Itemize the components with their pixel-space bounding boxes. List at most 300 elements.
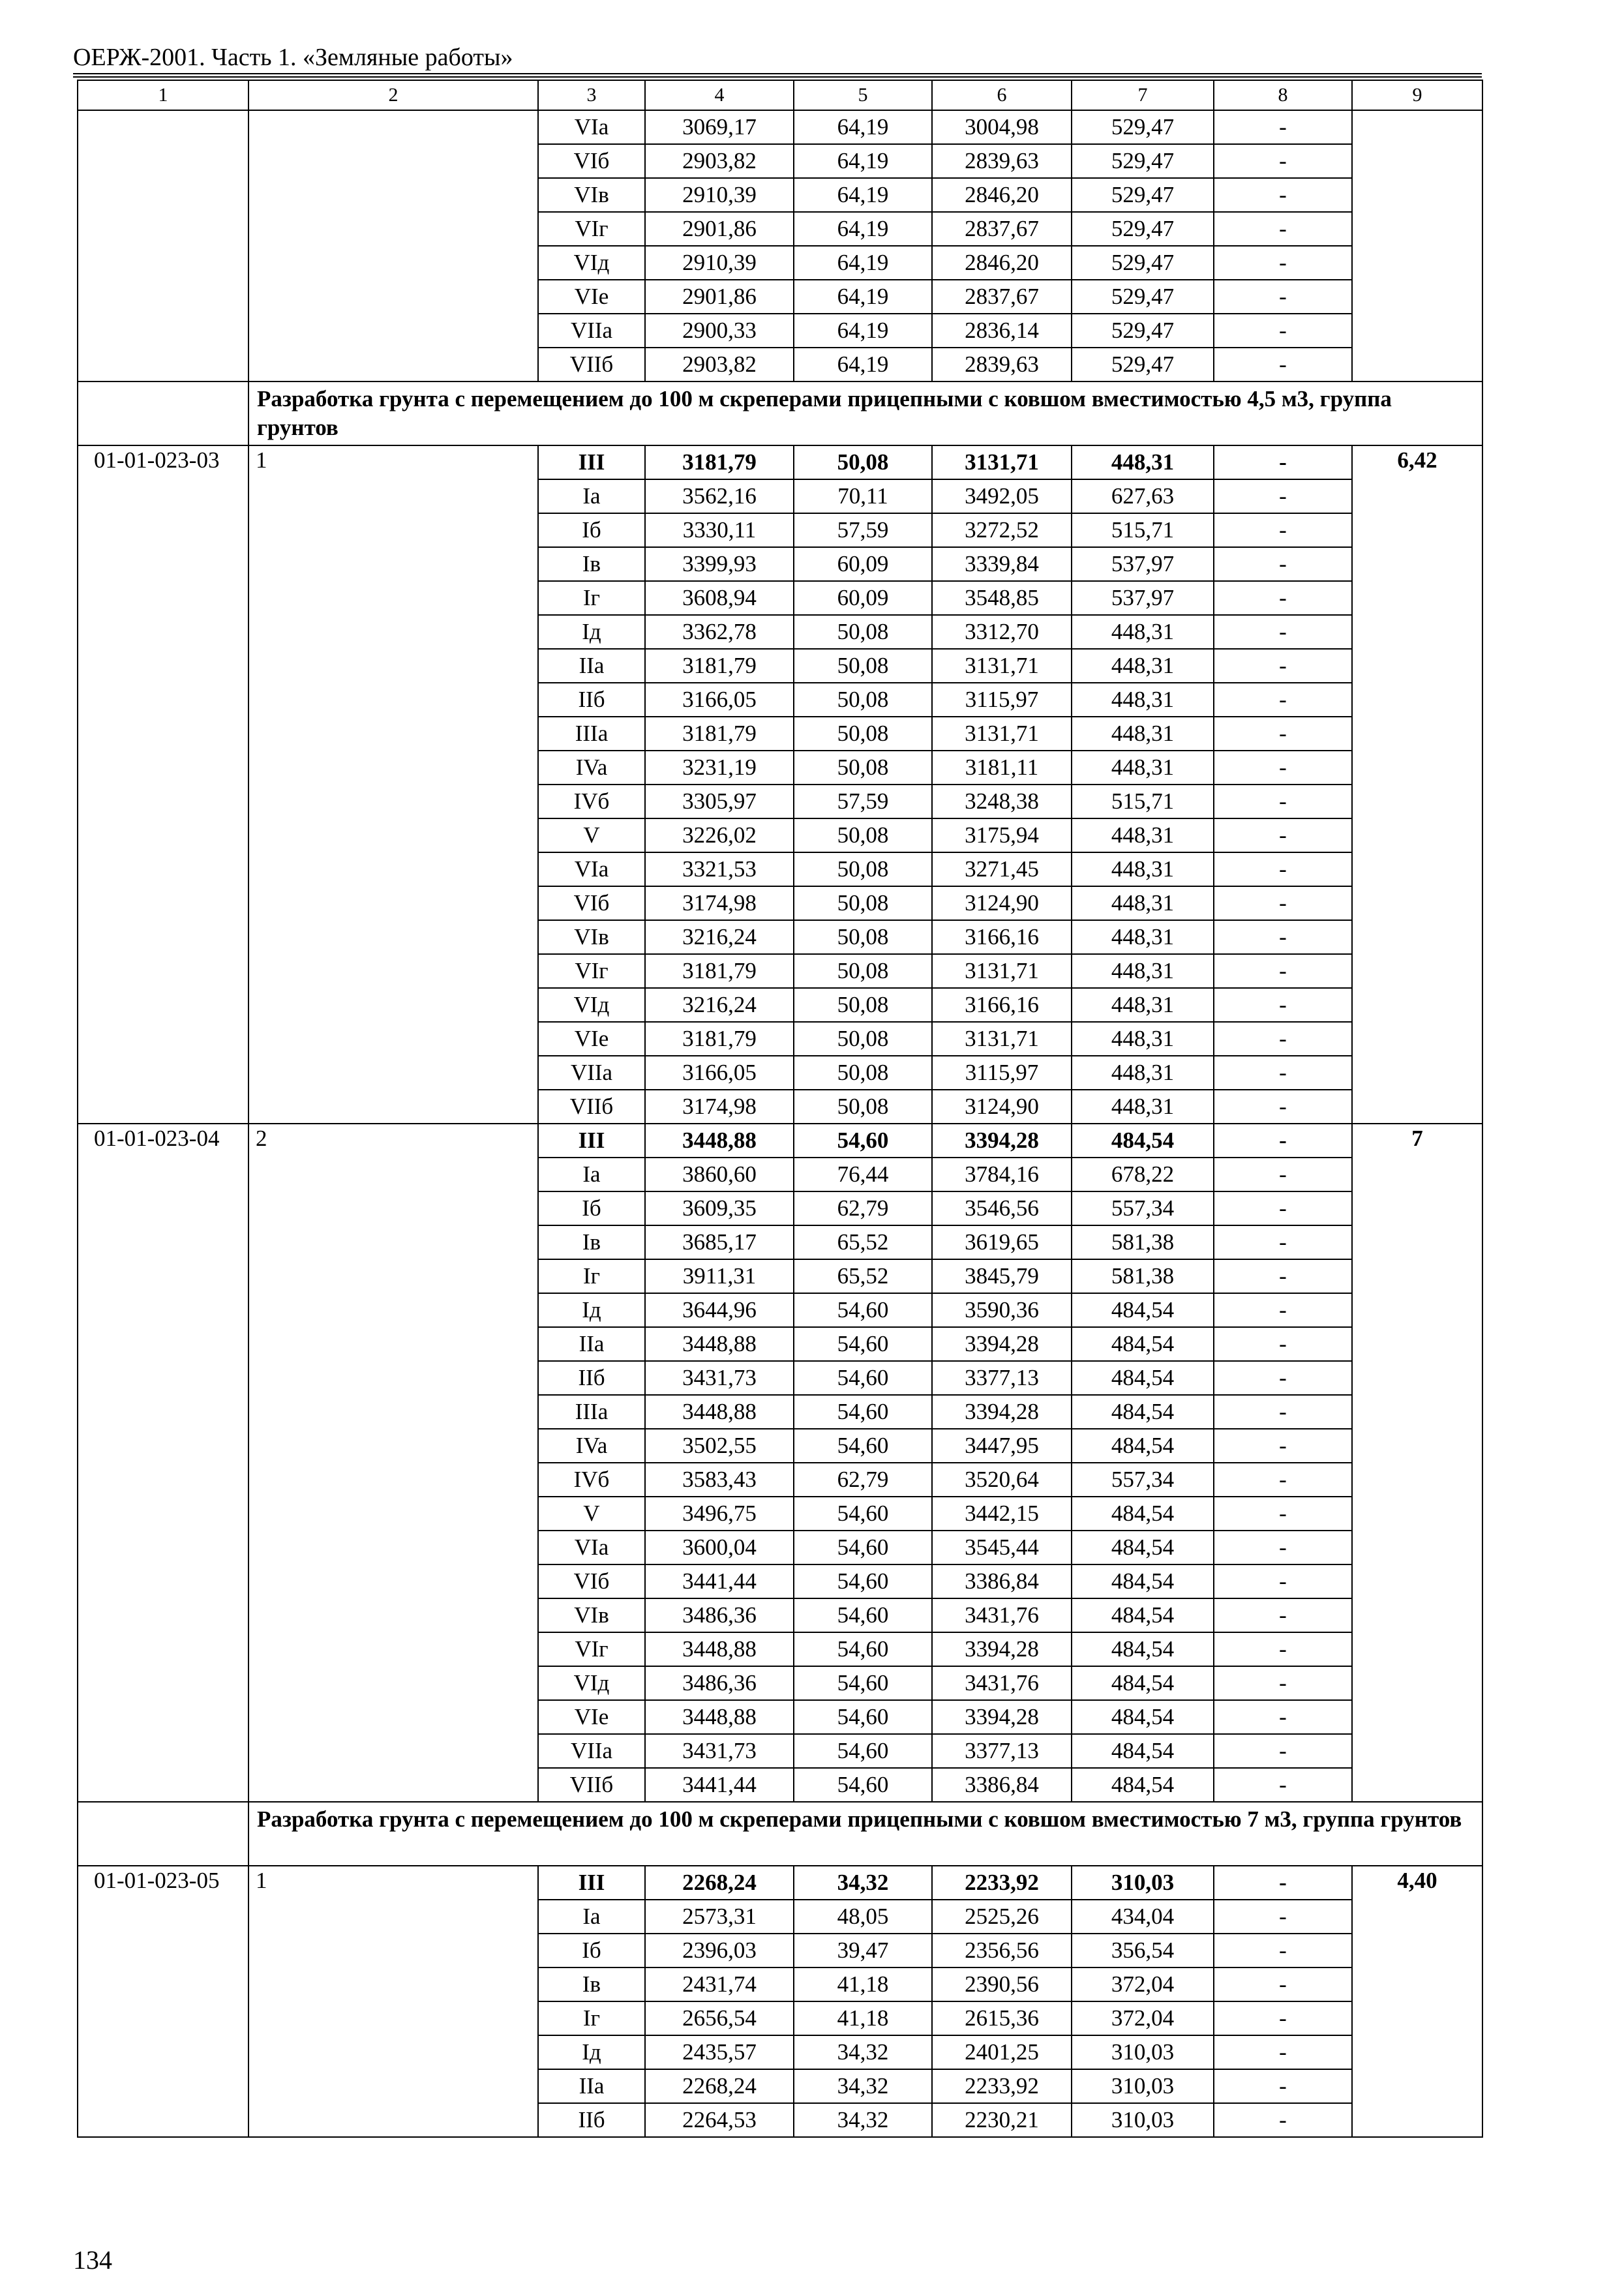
wages-cell: 54,60 xyxy=(794,1327,932,1361)
total-cost-cell: 3448,88 xyxy=(645,1632,794,1666)
machines-cell: 3394,28 xyxy=(932,1327,1072,1361)
machinist-wages-cell: 515,71 xyxy=(1072,513,1214,547)
page-number: 134 xyxy=(73,2245,112,2275)
machinist-wages-cell: 448,31 xyxy=(1072,445,1214,479)
materials-cell: - xyxy=(1214,1768,1352,1802)
total-cost-cell: 2268,24 xyxy=(645,2069,794,2103)
zone-cell: Iв xyxy=(538,1225,645,1259)
zone-cell: VIд xyxy=(538,988,645,1022)
zone-cell: III xyxy=(538,1124,645,1158)
total-cost-cell: 3330,11 xyxy=(645,513,794,547)
machinist-wages-cell: 484,54 xyxy=(1072,1497,1214,1531)
wages-cell: 57,59 xyxy=(794,785,932,818)
machines-cell: 3394,28 xyxy=(932,1632,1072,1666)
total-cost-cell: 3174,98 xyxy=(645,886,794,920)
machines-cell: 3394,28 xyxy=(932,1124,1072,1158)
machines-cell: 2233,92 xyxy=(932,2069,1072,2103)
wages-cell: 50,08 xyxy=(794,717,932,751)
materials-cell: - xyxy=(1214,1090,1352,1124)
wages-cell: 54,60 xyxy=(794,1666,932,1700)
wages-cell: 54,60 xyxy=(794,1768,932,1802)
machines-cell: 2356,56 xyxy=(932,1934,1072,1967)
column-header: 4 xyxy=(645,80,794,110)
machinist-wages-cell: 448,31 xyxy=(1072,683,1214,717)
machines-cell: 2846,20 xyxy=(932,246,1072,280)
zone-cell: Iв xyxy=(538,1967,645,2001)
materials-cell: - xyxy=(1214,212,1352,246)
machines-cell: 2525,26 xyxy=(932,1900,1072,1934)
machinist-wages-cell: 310,03 xyxy=(1072,2069,1214,2103)
zone-cell: VIв xyxy=(538,920,645,954)
machines-cell: 2233,92 xyxy=(932,1866,1072,1900)
wages-cell: 54,60 xyxy=(794,1293,932,1327)
zone-cell: Iб xyxy=(538,1191,645,1225)
zone-cell: Iг xyxy=(538,581,645,615)
table-row xyxy=(78,1866,1482,1900)
zone-cell: IIa xyxy=(538,2069,645,2103)
total-cost-cell: 3362,78 xyxy=(645,615,794,649)
table-row xyxy=(78,445,1482,479)
materials-cell: - xyxy=(1214,1900,1352,1934)
machinist-wages-cell: 529,47 xyxy=(1072,212,1214,246)
wages-cell: 41,18 xyxy=(794,1967,932,2001)
section-heading: Разработка грунта с перемещением до 100 м скреперами прицепными с ковшом вместимостью 7 м3, группа грунтов xyxy=(248,1802,1482,1866)
machines-cell: 2839,63 xyxy=(932,144,1072,178)
machinist-wages-cell: 484,54 xyxy=(1072,1327,1214,1361)
machinist-wages-cell: 448,31 xyxy=(1072,751,1214,785)
zone-cell: VIв xyxy=(538,178,645,212)
total-cost-cell: 2903,82 xyxy=(645,144,794,178)
machines-cell: 2846,20 xyxy=(932,178,1072,212)
machines-cell: 3271,45 xyxy=(932,852,1072,886)
machinist-wages-cell: 484,54 xyxy=(1072,1124,1214,1158)
total-cost-cell: 3448,88 xyxy=(645,1395,794,1429)
materials-cell: - xyxy=(1214,886,1352,920)
machines-cell: 3377,13 xyxy=(932,1734,1072,1768)
wages-cell: 64,19 xyxy=(794,144,932,178)
column-header: 8 xyxy=(1214,80,1352,110)
materials-cell: - xyxy=(1214,445,1352,479)
machines-cell: 3181,11 xyxy=(932,751,1072,785)
total-cost-cell: 3181,79 xyxy=(645,1022,794,1056)
machinist-wages-cell: 372,04 xyxy=(1072,1967,1214,2001)
machines-cell: 3784,16 xyxy=(932,1158,1072,1191)
materials-cell: - xyxy=(1214,1225,1352,1259)
machinist-wages-cell: 448,31 xyxy=(1072,988,1214,1022)
wages-cell: 50,08 xyxy=(794,920,932,954)
materials-cell: - xyxy=(1214,852,1352,886)
machinist-wages-cell: 581,38 xyxy=(1072,1225,1214,1259)
zone-cell: IIIa xyxy=(538,1395,645,1429)
machines-cell: 2390,56 xyxy=(932,1967,1072,2001)
wages-cell: 54,60 xyxy=(794,1361,932,1395)
zone-cell: III xyxy=(538,1866,645,1900)
machinist-wages-cell: 310,03 xyxy=(1072,2035,1214,2069)
total-cost-cell: 2268,24 xyxy=(645,1866,794,1900)
machinist-wages-cell: 448,31 xyxy=(1072,1056,1214,1090)
materials-cell: - xyxy=(1214,717,1352,751)
column-header: 3 xyxy=(538,80,645,110)
page-title: ОЕРЖ-2001. Часть 1. «Земляные работы» xyxy=(73,44,513,71)
zone-cell: VIIa xyxy=(538,1056,645,1090)
total-cost-cell: 2901,86 xyxy=(645,280,794,314)
wages-cell: 50,08 xyxy=(794,818,932,852)
total-cost-cell: 3305,97 xyxy=(645,785,794,818)
machinist-wages-cell: 529,47 xyxy=(1072,348,1214,382)
materials-cell: - xyxy=(1214,547,1352,581)
machines-cell: 2837,67 xyxy=(932,212,1072,246)
machinist-wages-cell: 448,31 xyxy=(1072,717,1214,751)
machines-cell: 3377,13 xyxy=(932,1361,1072,1395)
machinist-wages-cell: 529,47 xyxy=(1072,110,1214,144)
materials-cell: - xyxy=(1214,1700,1352,1734)
wages-cell: 54,60 xyxy=(794,1531,932,1564)
machines-cell: 3312,70 xyxy=(932,615,1072,649)
materials-cell: - xyxy=(1214,479,1352,513)
zone-cell: Iд xyxy=(538,1293,645,1327)
total-cost-cell: 3502,55 xyxy=(645,1429,794,1463)
materials-cell: - xyxy=(1214,1598,1352,1632)
rate-code-cell: 01-01-023-03 xyxy=(78,445,248,1124)
machinist-wages-cell: 448,31 xyxy=(1072,954,1214,988)
zone-cell: IVa xyxy=(538,751,645,785)
total-cost-cell: 2396,03 xyxy=(645,1934,794,1967)
total-cost-cell: 3166,05 xyxy=(645,1056,794,1090)
machines-cell: 3619,65 xyxy=(932,1225,1072,1259)
wages-cell: 50,08 xyxy=(794,751,932,785)
wages-cell: 41,18 xyxy=(794,2001,932,2035)
zone-cell: VIIб xyxy=(538,1768,645,1802)
machines-cell: 2836,14 xyxy=(932,314,1072,348)
machinist-wages-cell: 529,47 xyxy=(1072,314,1214,348)
machinist-wages-cell: 448,31 xyxy=(1072,852,1214,886)
machines-cell: 3124,90 xyxy=(932,886,1072,920)
total-cost-cell: 2910,39 xyxy=(645,178,794,212)
total-cost-cell: 2910,39 xyxy=(645,246,794,280)
machinist-wages-cell: 434,04 xyxy=(1072,1900,1214,1934)
column-header: 6 xyxy=(932,80,1072,110)
soil-group-cell: 1 xyxy=(248,445,538,1124)
machinist-wages-cell: 356,54 xyxy=(1072,1934,1214,1967)
machinist-wages-cell: 484,54 xyxy=(1072,1598,1214,1632)
machines-cell: 3131,71 xyxy=(932,1022,1072,1056)
machinist-wages-cell: 537,97 xyxy=(1072,547,1214,581)
wages-cell: 54,60 xyxy=(794,1598,932,1632)
machinist-wages-cell: 529,47 xyxy=(1072,280,1214,314)
total-cost-cell: 3685,17 xyxy=(645,1225,794,1259)
wages-cell: 64,19 xyxy=(794,178,932,212)
materials-cell: - xyxy=(1214,1564,1352,1598)
total-cost-cell: 3174,98 xyxy=(645,1090,794,1124)
wages-cell: 34,32 xyxy=(794,1866,932,1900)
materials-cell: - xyxy=(1214,513,1352,547)
total-cost-cell: 3226,02 xyxy=(645,818,794,852)
machines-cell: 3166,16 xyxy=(932,920,1072,954)
machinist-wages-cell: 484,54 xyxy=(1072,1564,1214,1598)
wages-cell: 64,19 xyxy=(794,280,932,314)
total-cost-cell: 3609,35 xyxy=(645,1191,794,1225)
machines-cell: 2615,36 xyxy=(932,2001,1072,2035)
zone-cell: Iг xyxy=(538,2001,645,2035)
soil-group-cell: 2 xyxy=(248,1124,538,1802)
wages-cell: 64,19 xyxy=(794,110,932,144)
rates-table xyxy=(77,80,1483,2138)
total-cost-cell: 2573,31 xyxy=(645,1900,794,1934)
materials-cell: - xyxy=(1214,649,1352,683)
machinist-wages-cell: 484,54 xyxy=(1072,1632,1214,1666)
materials-cell: - xyxy=(1214,110,1352,144)
labor-cost-cell: 4,40 xyxy=(1352,1866,1482,2137)
zone-cell: Iв xyxy=(538,547,645,581)
zone-cell: V xyxy=(538,1497,645,1531)
table-row xyxy=(78,1124,1482,1158)
zone-cell: Iб xyxy=(538,513,645,547)
total-cost-cell: 3321,53 xyxy=(645,852,794,886)
materials-cell: - xyxy=(1214,1463,1352,1497)
machinist-wages-cell: 484,54 xyxy=(1072,1734,1214,1768)
zone-cell: IIб xyxy=(538,1361,645,1395)
machines-cell: 3166,16 xyxy=(932,988,1072,1022)
materials-cell: - xyxy=(1214,314,1352,348)
machines-cell: 3115,97 xyxy=(932,683,1072,717)
column-header: 1 xyxy=(78,80,248,110)
total-cost-cell: 3911,31 xyxy=(645,1259,794,1293)
total-cost-cell: 3181,79 xyxy=(645,445,794,479)
materials-cell: - xyxy=(1214,1158,1352,1191)
wages-cell: 50,08 xyxy=(794,886,932,920)
total-cost-cell: 3486,36 xyxy=(645,1598,794,1632)
materials-cell: - xyxy=(1214,1531,1352,1564)
wages-cell: 64,19 xyxy=(794,314,932,348)
machinist-wages-cell: 484,54 xyxy=(1072,1768,1214,1802)
machinist-wages-cell: 484,54 xyxy=(1072,1429,1214,1463)
total-cost-cell: 3644,96 xyxy=(645,1293,794,1327)
total-cost-cell: 2900,33 xyxy=(645,314,794,348)
machinist-wages-cell: 310,03 xyxy=(1072,1866,1214,1900)
wages-cell: 54,60 xyxy=(794,1497,932,1531)
machinist-wages-cell: 557,34 xyxy=(1072,1191,1214,1225)
machinist-wages-cell: 448,31 xyxy=(1072,920,1214,954)
total-cost-cell: 3181,79 xyxy=(645,954,794,988)
machinist-wages-cell: 627,63 xyxy=(1072,479,1214,513)
wages-cell: 50,08 xyxy=(794,1022,932,1056)
wages-cell: 50,08 xyxy=(794,988,932,1022)
total-cost-cell: 3399,93 xyxy=(645,547,794,581)
zone-cell: VIд xyxy=(538,1666,645,1700)
wages-cell: 54,60 xyxy=(794,1700,932,1734)
zone-cell: VIг xyxy=(538,954,645,988)
wages-cell: 76,44 xyxy=(794,1158,932,1191)
total-cost-cell: 3441,44 xyxy=(645,1768,794,1802)
zone-cell: VIб xyxy=(538,144,645,178)
zone-cell: IVб xyxy=(538,785,645,818)
zone-cell: III xyxy=(538,445,645,479)
labor-cost-cell xyxy=(1352,110,1482,382)
column-header: 5 xyxy=(794,80,932,110)
machines-cell: 3131,71 xyxy=(932,649,1072,683)
total-cost-cell: 3216,24 xyxy=(645,988,794,1022)
labor-cost-cell: 6,42 xyxy=(1352,445,1482,1124)
materials-cell: - xyxy=(1214,1361,1352,1395)
zone-cell: Ia xyxy=(538,479,645,513)
section-spacer-cell xyxy=(78,1802,248,1866)
zone-cell: V xyxy=(538,818,645,852)
zone-cell: IIб xyxy=(538,2103,645,2137)
zone-cell: VIIб xyxy=(538,348,645,382)
total-cost-cell: 3216,24 xyxy=(645,920,794,954)
total-cost-cell: 2431,74 xyxy=(645,1967,794,2001)
zone-cell: IIa xyxy=(538,1327,645,1361)
machinist-wages-cell: 448,31 xyxy=(1072,886,1214,920)
wages-cell: 64,19 xyxy=(794,348,932,382)
total-cost-cell: 3600,04 xyxy=(645,1531,794,1564)
materials-cell: - xyxy=(1214,818,1352,852)
total-cost-cell: 3181,79 xyxy=(645,717,794,751)
machinist-wages-cell: 372,04 xyxy=(1072,2001,1214,2035)
machines-cell: 3272,52 xyxy=(932,513,1072,547)
total-cost-cell: 3583,43 xyxy=(645,1463,794,1497)
soil-group-cell: 1 xyxy=(248,1866,538,2137)
zone-cell: Ia xyxy=(538,1900,645,1934)
total-cost-cell: 3181,79 xyxy=(645,649,794,683)
machines-cell: 3394,28 xyxy=(932,1700,1072,1734)
materials-cell: - xyxy=(1214,1497,1352,1531)
total-cost-cell: 3441,44 xyxy=(645,1564,794,1598)
machinist-wages-cell: 448,31 xyxy=(1072,1022,1214,1056)
wages-cell: 62,79 xyxy=(794,1463,932,1497)
materials-cell: - xyxy=(1214,1191,1352,1225)
wages-cell: 39,47 xyxy=(794,1934,932,1967)
rate-code-cell: 01-01-023-05 xyxy=(78,1866,248,2137)
materials-cell: - xyxy=(1214,1967,1352,2001)
machinist-wages-cell: 484,54 xyxy=(1072,1361,1214,1395)
materials-cell: - xyxy=(1214,1734,1352,1768)
machines-cell: 3545,44 xyxy=(932,1531,1072,1564)
wages-cell: 64,19 xyxy=(794,246,932,280)
machines-cell: 3131,71 xyxy=(932,954,1072,988)
total-cost-cell: 3562,16 xyxy=(645,479,794,513)
total-cost-cell: 2903,82 xyxy=(645,348,794,382)
machinist-wages-cell: 448,31 xyxy=(1072,1090,1214,1124)
wages-cell: 50,08 xyxy=(794,954,932,988)
total-cost-cell: 2264,53 xyxy=(645,2103,794,2137)
machinist-wages-cell: 448,31 xyxy=(1072,615,1214,649)
total-cost-cell: 3431,73 xyxy=(645,1734,794,1768)
machinist-wages-cell: 484,54 xyxy=(1072,1531,1214,1564)
machinist-wages-cell: 484,54 xyxy=(1072,1293,1214,1327)
machines-cell: 3339,84 xyxy=(932,547,1072,581)
machines-cell: 3175,94 xyxy=(932,818,1072,852)
zone-cell: IVб xyxy=(538,1463,645,1497)
machines-cell: 3131,71 xyxy=(932,717,1072,751)
total-cost-cell: 2901,86 xyxy=(645,212,794,246)
rate-code-cell xyxy=(78,110,248,382)
wages-cell: 57,59 xyxy=(794,513,932,547)
wages-cell: 50,08 xyxy=(794,1090,932,1124)
machines-cell: 3124,90 xyxy=(932,1090,1072,1124)
machinist-wages-cell: 515,71 xyxy=(1072,785,1214,818)
total-cost-cell: 3448,88 xyxy=(645,1327,794,1361)
zone-cell: VIIб xyxy=(538,1090,645,1124)
materials-cell: - xyxy=(1214,615,1352,649)
machines-cell: 3447,95 xyxy=(932,1429,1072,1463)
total-cost-cell: 3608,94 xyxy=(645,581,794,615)
total-cost-cell: 3166,05 xyxy=(645,683,794,717)
materials-cell: - xyxy=(1214,1293,1352,1327)
zone-cell: VIв xyxy=(538,1598,645,1632)
zone-cell: VIa xyxy=(538,110,645,144)
header-divider xyxy=(73,73,1482,78)
machines-cell: 3248,38 xyxy=(932,785,1072,818)
wages-cell: 54,60 xyxy=(794,1734,932,1768)
machines-cell: 3845,79 xyxy=(932,1259,1072,1293)
zone-cell: VIa xyxy=(538,852,645,886)
machines-cell: 3394,28 xyxy=(932,1395,1072,1429)
zone-cell: VIa xyxy=(538,1531,645,1564)
wages-cell: 34,32 xyxy=(794,2035,932,2069)
zone-cell: VIб xyxy=(538,1564,645,1598)
zone-cell: Iб xyxy=(538,1934,645,1967)
wages-cell: 60,09 xyxy=(794,581,932,615)
soil-group-cell xyxy=(248,110,538,382)
machinist-wages-cell: 678,22 xyxy=(1072,1158,1214,1191)
machinist-wages-cell: 484,54 xyxy=(1072,1666,1214,1700)
rate-code-cell: 01-01-023-04 xyxy=(78,1124,248,1802)
machines-cell: 3115,97 xyxy=(932,1056,1072,1090)
section-heading: Разработка грунта с перемещением до 100 м скреперами прицепными с ковшом вместимостью 4,5 м3, группа грунтов xyxy=(248,382,1482,445)
total-cost-cell: 3448,88 xyxy=(645,1700,794,1734)
total-cost-cell: 3860,60 xyxy=(645,1158,794,1191)
materials-cell: - xyxy=(1214,1022,1352,1056)
machines-cell: 2230,21 xyxy=(932,2103,1072,2137)
materials-cell: - xyxy=(1214,581,1352,615)
zone-cell: Iд xyxy=(538,615,645,649)
zone-cell: IIб xyxy=(538,683,645,717)
wages-cell: 50,08 xyxy=(794,445,932,479)
machines-cell: 3590,36 xyxy=(932,1293,1072,1327)
column-header: 2 xyxy=(248,80,538,110)
machines-cell: 2837,67 xyxy=(932,280,1072,314)
total-cost-cell: 3486,36 xyxy=(645,1666,794,1700)
zone-cell: Iг xyxy=(538,1259,645,1293)
machinist-wages-cell: 537,97 xyxy=(1072,581,1214,615)
wages-cell: 54,60 xyxy=(794,1632,932,1666)
machines-cell: 3131,71 xyxy=(932,445,1072,479)
materials-cell: - xyxy=(1214,1632,1352,1666)
column-header: 7 xyxy=(1072,80,1214,110)
machines-cell: 3492,05 xyxy=(932,479,1072,513)
materials-cell: - xyxy=(1214,1259,1352,1293)
section-spacer-cell xyxy=(78,382,248,445)
materials-cell: - xyxy=(1214,348,1352,382)
zone-cell: Iд xyxy=(538,2035,645,2069)
materials-cell: - xyxy=(1214,2069,1352,2103)
zone-cell: VIг xyxy=(538,212,645,246)
machinist-wages-cell: 484,54 xyxy=(1072,1700,1214,1734)
machinist-wages-cell: 529,47 xyxy=(1072,246,1214,280)
wages-cell: 50,08 xyxy=(794,683,932,717)
machinist-wages-cell: 581,38 xyxy=(1072,1259,1214,1293)
zone-cell: VIe xyxy=(538,1700,645,1734)
wages-cell: 50,08 xyxy=(794,615,932,649)
total-cost-cell: 2435,57 xyxy=(645,2035,794,2069)
machines-cell: 3386,84 xyxy=(932,1768,1072,1802)
machines-cell: 3004,98 xyxy=(932,110,1072,144)
wages-cell: 54,60 xyxy=(794,1429,932,1463)
materials-cell: - xyxy=(1214,1666,1352,1700)
wages-cell: 70,11 xyxy=(794,479,932,513)
machines-cell: 3431,76 xyxy=(932,1666,1072,1700)
